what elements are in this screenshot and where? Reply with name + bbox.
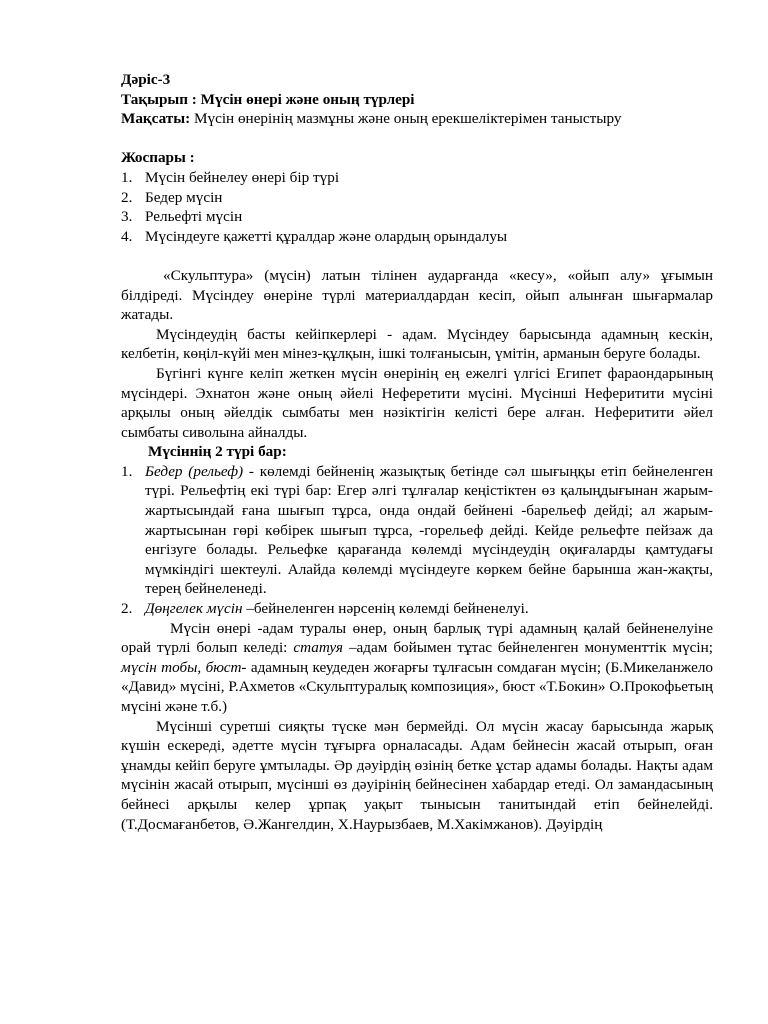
term-bust: мүсін тобы, бюст- [121,658,247,676]
paragraph-egypt-history: Бүгінгі күнге келіп жеткен мүсін өнерінің ең ежелгі үлгісі Египет фараондарының мүсіндері. Эхнатон және оның әйелі Неферетити мүсіні. Мүсінші Неферитити мүсіні арқылы оның әйелдік сымбаты мен нәзіктігін келісті бере алған. Неферитити әйел сымбаты сиволына айналды. [121,364,713,441]
goal-text: Мүсін өнерінің мазмұны және оның ерекшеліктерімен таныстыру [193,110,622,128]
goal-line [121,109,713,129]
topic-text: Мүсін өнері және оның түрлері [200,90,415,108]
types-item-body [145,462,713,599]
types-item-term: Дөңгелек мүсін [145,600,243,618]
plan-item-text: Мүсіндеуге қажетті құралдар және олардың орындалуы [145,227,508,245]
document-page [121,70,713,834]
types-item-body [145,599,713,619]
paragraph-sculptor-role: Мүсінші суретші сияқты түске мән бермейді. Ол мүсін жасау барысында жарық күшін ескереді, әдетте мүсін тұғырға орналасады. Адам бейнесін жасай отырып, оған ұнамды кейіп беруге ұмтылады. Әр дәуірдің өзінің бетке ұстар адамы болады. Нақты адам мүсінін жасай отырып, мүсінші өз дәуірінің бейнесінен хабардар етеді. Ол замандасының бейнесі арқылы келер ұрпақ уақыт тынысын танитындай етіп бейнелейді. (Т.Досмағанбетов, Ә.Жангелдин, Х.Наурызбаев, М.Хакімжанов). Дәуірдің [121,717,713,833]
plan-title: Жоспары : [121,149,195,167]
types-item-number: 1. [121,462,133,480]
types-list [121,462,713,619]
types-item-term: Бедер (рельеф) [145,462,244,480]
plan-item [121,207,713,227]
lecture-number: Дәріс-3 [121,71,171,88]
types-item-number: 2. [121,600,133,618]
types-item-relief [121,462,713,599]
paragraph-sculpture-definition: «Скульптура» (мүсін) латын тілінен аударғанда «кесу», «ойып алу» ұғымын білдіреді. Мүсіндеу өнеріне түрлі материалдардан кесіп, ойып алынған шығармалар жатады. [121,266,713,324]
plan-item-number: 1. [121,168,133,186]
paragraph-text: адамның кеудеден жоғарғы тұлғасын сомдаған мүсін; (Б.Микеланжело «Давид» мүсіні, Р.Ахметов «Скульптуралық композиция», бюст «Т.Бокин» О.Прокофьетың мүсіні және т.б.) [121,658,713,715]
types-item-text: –бейнеленген нәрсенің көлемді бейненелуі. [242,600,529,618]
spacer [121,246,713,266]
plan-item-number: 2. [121,188,133,206]
term-statue: статуя [293,639,343,657]
plan-item [121,227,713,247]
types-title: Мүсіннің 2 түрі бар: [148,443,287,461]
goal-label: Мақсаты: [121,110,191,128]
paragraph-text: Мүсін өнері -адам туралы өнер, оның барлық түрі адамның қалай бейненелуіне орай түрлі болып келеді: [121,619,713,657]
paragraph-sculpture-forms [121,619,713,717]
plan-item-number: 3. [121,208,133,226]
plan-item-text: Мүсін бейнелеу өнері бір түрі [145,168,340,186]
types-item-round [121,599,713,619]
plan-item [121,168,713,188]
paragraph-text: –адам бойымен тұтас бейнеленген монументтік мүсін; [343,639,713,657]
spacer [121,129,713,149]
plan-item [121,188,713,208]
plan-item-text: Бедер мүсін [145,188,223,206]
topic-label: Тақырып : [121,90,197,108]
topic-line [121,90,713,110]
plan-item-text: Рельефті мүсін [145,208,243,226]
types-item-text: - көлемді бейненің жазықтық бетінде сәл шығыңқы етіп бейнеленген түрі. Рельефтің екі түрі бар: Егер әлгі тұлғалар кеңістіктен өз қалыңдығынан жарым-жартысындай ғана шығып тұрса, онда ондай бейнені -барельеф дейді; ал жарым-жартысынан гөрі көбірек шығып тұрса, -горельеф дейді. Кейде рельефте пейзаж да енгізуге болады. Рельефке қарағанда көлемді мүсіндеудің оқиғаларды қамтудағы мүмкіндігі шектеулі. Алайда көлемді мүсіндеуге көркем бейне барынша жан-жақты, терең бейнеленеді. [145,462,713,598]
paragraph-main-subject: Мүсіндеудің басты кейіпкерлері - адам. Мүсіндеу барысында адамның кескін, келбетін, көңіл-күйі мен мінез-құлқын, ішкі толғанысын, үмітін, арманын беруге болады. [121,325,713,363]
plan-item-number: 4. [121,227,133,245]
plan-list [121,168,713,246]
